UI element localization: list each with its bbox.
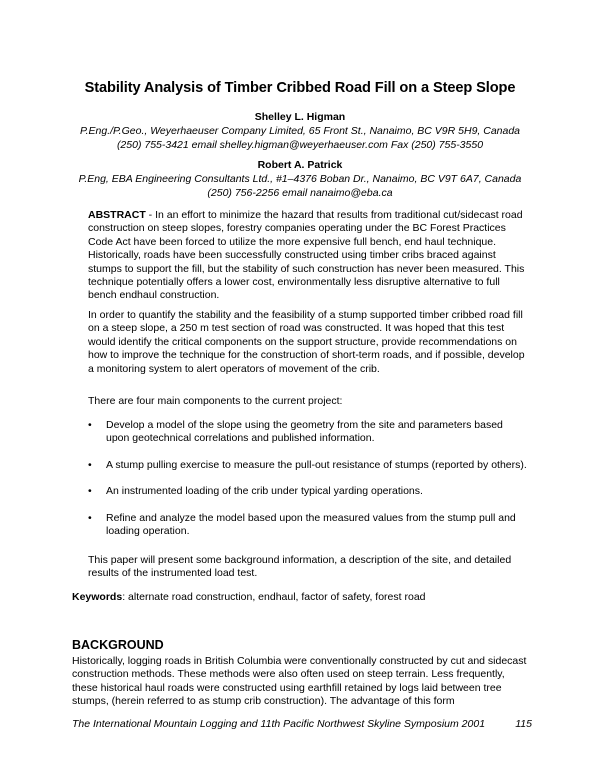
intro-paragraph: In order to quantify the stability and the feasibility of a stump supported timber cribbed road fill on a steep slope, a 250 m test section of road was constructed. It was hoped that this test would identify the critical components on the support structure, provide recommendations on how to improve the technique for the construction of short-term roads, and if possible, develop a monitoring system to alert operators of movement of the crib. — [88, 309, 525, 375]
page-footer — [72, 718, 532, 730]
page-number: 115 — [515, 718, 532, 730]
list-item: • An instrumented loading of the crib under typical yarding operations. — [88, 485, 423, 498]
section-heading: BACKGROUND — [72, 638, 164, 652]
author-block-1 — [0, 110, 600, 152]
paper-title: Stability Analysis of Timber Cribbed Road Fill on a Steep Slope — [84, 80, 516, 96]
component-list — [88, 419, 528, 551]
keywords-label: Keywords — [72, 591, 123, 603]
section-body: Historically, logging roads in British Columbia were conventionally constructed by cut and sidecast construction methods. These methods were also often used on steep terrain. Less frequently, these historical haul roads were constructed using earthfill retained by logs laid between tree stumps, (herein referred to as stump crib construction). The advantage of this form — [72, 655, 527, 708]
keywords-text: : alternate road construction, endhaul, factor of safety, forest road — [122, 591, 426, 603]
author-name: Shelley L. Higman — [254, 111, 346, 123]
author-name: Robert A. Patrick — [257, 159, 343, 171]
abstract — [88, 209, 528, 303]
author-affiliation: P.Eng./P.Geo., Weyerhaeuser Company Limited, 65 Front St., Nanaimo, BC V9R 5H9, Canada — [79, 125, 521, 137]
abstract-label: ABSTRACT — [88, 209, 146, 221]
footer-text: The International Mountain Logging and 11th Pacific Northwest Skyline Symposium 2001 — [72, 718, 486, 730]
list-item: • A stump pulling exercise to measure the pull-out resistance of stumps (reported by others). — [88, 458, 527, 471]
author-block-2 — [0, 158, 600, 200]
keywords — [72, 591, 532, 603]
summary-paragraph: This paper will present some background information, a description of the site, and detailed results of the instrumented load test. — [88, 554, 512, 580]
list-item: • Refine and analyze the model based upon the measured values from the stump pull and loading operation. — [88, 511, 516, 538]
list-item: • Develop a model of the slope using the geometry from the site and parameters based upon geotechnical correlations and published information. — [88, 419, 503, 445]
author-contact: (250) 755-3421 email shelley.higman@weyerhaeuser.com Fax (250) 755-3550 — [116, 139, 484, 151]
components-intro: There are four main components to the current project: — [88, 395, 343, 407]
author-affiliation: P.Eng, EBA Engineering Consultants Ltd., #1–4376 Boban Dr., Nanaimo, BC V9T 6A7, Canada — [78, 173, 522, 185]
abstract-text: - In an effort to minimize the hazard that results from traditional cut/sidecast road construction on steep slopes, forestry companies operating under the BC Forest Practices Code Act have been forced to utilize the more expensive full bench, end haul technique. Historically, roads have been successfully constructed using timber cribs braced against stumps to support the fill, but the stability of such construction has never been measured. This technique potentially offers a lower cost, environmentally less disruptive alternative to full bench endhaul construction. — [88, 209, 525, 302]
author-contact: (250) 756-2256 email nanaimo@eba.ca — [207, 187, 393, 199]
